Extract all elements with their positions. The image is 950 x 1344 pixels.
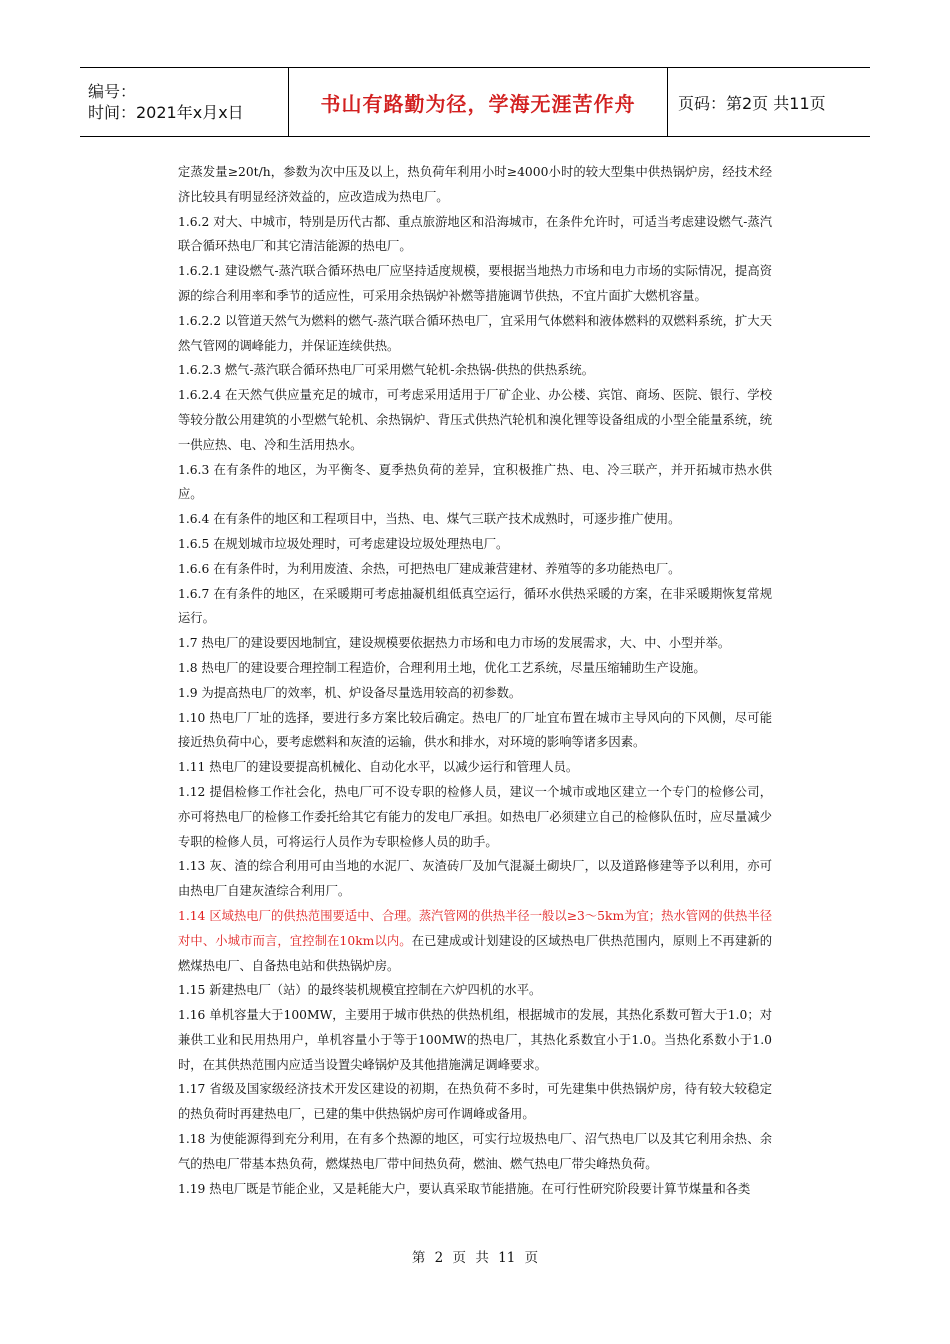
paragraph: 1.16 单机容量大于100MW，主要用于城市供热的供热机组，根据城市的发展，其热化系数可暂大于1.0；对兼供工业和民用热用户，单机容量小于等于100MW的热电厂，其热化系数宜小于1.0。当热化系数小于1.0时，在其供热范围内应适当设置尖峰锅炉及其他措施满足调峰要求。 bbox=[178, 1008, 772, 1072]
paragraph: 1.7 热电厂的建设要因地制宜，建设规模要依据热力市场和电力市场的发展需求，大、中、小型并举。 bbox=[178, 636, 731, 651]
paragraph: 1.13 灰、渣的综合利用可由当地的水泥厂、灰渣砖厂及加气混凝土砌块厂，以及道路修建等予以利用，亦可由热电厂自建灰渣综合利用厂。 bbox=[178, 859, 772, 899]
paragraph-highlighted bbox=[178, 904, 772, 978]
paragraph: 1.9 为提高热电厂的效率，机、炉设备尽量选用较高的初参数。 bbox=[178, 685, 522, 700]
paragraph: 1.6.6 在有条件时，为利用废渣、余热，可把热电厂建成兼营建材、养殖等的多功能热电厂。 bbox=[178, 561, 681, 576]
footer-page-number: 第 2 页 共 11 页 bbox=[411, 1250, 539, 1266]
paragraph: 1.6.2.2 以管道天然气为燃料的燃气-蒸汽联合循环热电厂，宜采用气体燃料和液体燃料的双燃料系统，扩大天然气管网的调峰能力，并保证连续供热。 bbox=[178, 313, 772, 353]
paragraph: 1.6.2.4 在天然气供应量充足的城市，可考虑采用适用于厂矿企业、办公楼、宾馆、商场、医院、银行、学校等较分散公用建筑的小型燃气轮机、余热锅炉、背压式供热汽轮机和溴化锂等设备组成的小型全能量系统，统一供应热、电、冷和生活用热水。 bbox=[178, 388, 772, 452]
paragraph: 1.6.2.3 燃气-蒸汽联合循环热电厂可采用燃气轮机-余热锅-供热的供热系统。 bbox=[178, 363, 595, 378]
paragraph: 1.19 热电厂既是节能企业，又是耗能大户，要认真采取节能措施。在可行性研究阶段要计算节煤量和各类 bbox=[178, 1181, 751, 1196]
document-body bbox=[178, 160, 772, 1201]
document-number-label: 编号： bbox=[88, 82, 137, 101]
page-header bbox=[80, 67, 870, 137]
paragraph: 1.8 热电厂的建设要合理控制工程造价，合理利用土地，优化工艺系统，尽量压缩辅助生产设施。 bbox=[178, 660, 706, 675]
paragraph-tail-text: 在已建成或计划建设的区域热电厂供热范围内，原则上不再建新的燃煤热电厂、自备热电站和供热锅炉房。 bbox=[178, 933, 772, 973]
header-page-cell bbox=[668, 68, 870, 136]
paragraph: 1.15 新建热电厂（站）的最终装机规模宜控制在六炉四机的水平。 bbox=[178, 983, 542, 998]
paragraph: 1.17 省级及国家级经济技术开发区建设的初期，在热负荷不多时，可先建集中供热锅炉房，待有较大较稳定的热负荷时再建热电厂，已建的集中供热锅炉房可作调峰或备用。 bbox=[178, 1082, 772, 1122]
header-motto-cell bbox=[288, 68, 668, 136]
header-meta bbox=[80, 68, 288, 136]
paragraph: 1.11 热电厂的建设要提高机械化、自动化水平，以减少运行和管理人员。 bbox=[178, 760, 579, 775]
paragraph: 1.6.2 对大、中城市，特别是历代古都、重点旅游地区和沿海城市，在条件允许时，可适当考虑建设燃气-蒸汽联合循环热电厂和其它清洁能源的热电厂。 bbox=[178, 214, 772, 254]
document-date-label: 时间：2021年x月x日 bbox=[88, 103, 244, 122]
paragraph: 1.6.4 在有条件的地区和工程项目中，当热、电、煤气三联产技术成熟时，可逐步推广使用。 bbox=[178, 512, 681, 527]
paragraph-number: 1.14 bbox=[178, 908, 210, 923]
paragraph: 1.6.3 在有条件的地区，为平衡冬、夏季热负荷的差异，宜积极推广热、电、冷三联产，并开拓城市热水供应。 bbox=[178, 462, 772, 502]
paragraph: 1.18 为使能源得到充分利用，在有多个热源的地区，可实行垃圾热电厂、沼气热电厂以及其它利用余热、余气的热电厂带基本热负荷，燃煤热电厂带中间热负荷，燃油、燃气热电厂带尖峰热负荷。 bbox=[178, 1132, 772, 1171]
header-page-number: 页码：第2页 共11页 bbox=[678, 93, 826, 113]
header-motto: 书山有路勤为径，学海无涯苦作舟 bbox=[320, 91, 636, 116]
paragraph: 1.6.5 在规划城市垃圾处理时，可考虑建设垃圾处理热电厂。 bbox=[178, 536, 509, 551]
highlighted-text: 区域热电厂的供热范围要适中、合理。蒸汽管网的供热半径一般以≥3～5km为宜；热水管网的供热半径对中、小城市而言，宜控制在10km以内。 bbox=[178, 908, 772, 948]
paragraph: 1.6.2.1 建设燃气-蒸汽联合循环热电厂应坚持适度规模，要根据当地热力市场和电力市场的实际情况，提高资源的综合利用率和季节的适应性，可采用余热锅炉补燃等措施调节供热，不宜片面扩大燃机容量。 bbox=[178, 264, 772, 303]
paragraph: 1.12 提倡检修工作社会化，热电厂可不设专职的检修人员，建议一个城市或地区建立一个专门的检修公司，亦可将热电厂的检修工作委托给其它有能力的发电厂承担。如热电厂必须建立自己的检修队伍时，应尽量减少专职的检修人员，可将运行人员作为专职检修人员的助手。 bbox=[178, 784, 772, 849]
page-footer bbox=[0, 1246, 950, 1266]
paragraph: 1.10 热电厂厂址的选择，要进行多方案比较后确定。热电厂的厂址宜布置在城市主导风向的下风侧，尽可能接近热负荷中心，要考虑燃料和灰渣的运输，供水和排水，对环境的影响等诸多因素。 bbox=[178, 710, 772, 750]
paragraph: 定蒸发量≥20t/h，参数为次中压及以上，热负荷年利用小时≥4000小时的较大型集中供热锅炉房，经技术经济比较具有明显经济效益的，应改造成为热电厂。 bbox=[178, 165, 772, 204]
paragraph: 1.6.7 在有条件的地区，在采暖期可考虑抽凝机组低真空运行，循环水供热采暖的方案，在非采暖期恢复常规运行。 bbox=[178, 586, 772, 626]
